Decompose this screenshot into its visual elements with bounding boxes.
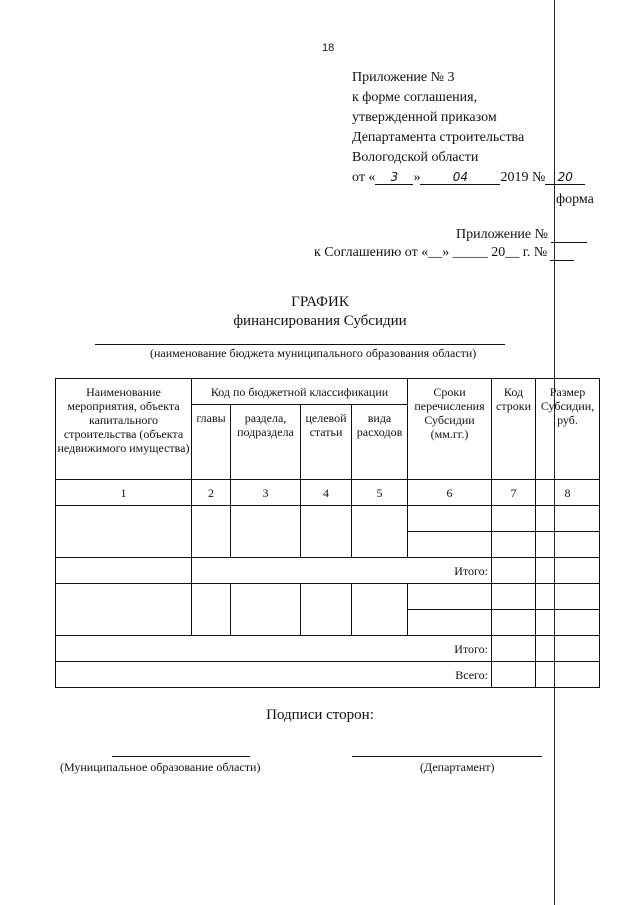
approval-line-2: к форме соглашения,: [352, 90, 478, 105]
table-cell: [536, 558, 600, 584]
table-cell: [56, 506, 192, 558]
col-num: 8: [536, 480, 600, 506]
table-cell: [536, 610, 600, 636]
signatures-title: Подписи сторон:: [266, 707, 374, 723]
table-cell: [536, 636, 600, 662]
table-cell: [408, 610, 492, 636]
table-cell: [352, 506, 408, 558]
header-expense: вида расходов: [352, 405, 408, 480]
document-title: ГРАФИК: [291, 294, 349, 310]
date-year: 2019 №: [500, 170, 546, 185]
approval-date-line: [352, 168, 585, 188]
table-cell: [408, 532, 492, 558]
date-month: 04: [420, 170, 500, 185]
total-row: [56, 662, 600, 688]
budget-name-line: [95, 344, 505, 345]
table-cell: [492, 584, 536, 610]
col-num: 3: [231, 480, 301, 506]
table-cell: [352, 584, 408, 636]
annex-line: [456, 227, 587, 243]
table-cell: [536, 532, 600, 558]
subtotal-label: Итого:: [192, 558, 492, 584]
approval-line-5: Вологодской области: [352, 150, 479, 165]
approval-block: [352, 68, 585, 188]
table-cell: [192, 506, 231, 558]
approval-line-4: Департамента строительства: [352, 130, 525, 145]
forma-label: форма: [556, 192, 594, 207]
table-cell: [408, 506, 492, 532]
table-cell: [492, 610, 536, 636]
col-num: 6: [408, 480, 492, 506]
financing-schedule-table: [55, 378, 600, 688]
table-cell: [492, 662, 536, 688]
table-cell: [408, 584, 492, 610]
subtotal-row: [56, 636, 600, 662]
annex-label: Приложение №: [456, 227, 548, 242]
date-day: 3: [375, 170, 413, 185]
subtotal-label: Итого:: [56, 636, 492, 662]
col-num: 7: [492, 480, 536, 506]
col-num: 5: [352, 480, 408, 506]
header-chapter: главы: [192, 405, 231, 480]
table-cell: [56, 558, 192, 584]
header-budget-code: Код по бюджетной классификации: [192, 379, 408, 405]
approval-line-3: утвержденной приказом: [352, 110, 497, 125]
header-event: Наименование мероприятия, объекта капитального строительства (объекта недвижимого имущества): [56, 379, 192, 480]
table-cell: [192, 584, 231, 636]
table-cell: [536, 662, 600, 688]
approval-line-1: Приложение № 3: [352, 70, 455, 85]
table-cell: [231, 506, 301, 558]
table-row: [56, 506, 600, 532]
budget-caption: (наименование бюджета муниципального образования области): [150, 346, 477, 360]
table-cell: [536, 506, 600, 532]
col-num: 1: [56, 480, 192, 506]
table-cell: [231, 584, 301, 636]
page-number: 18: [322, 42, 335, 54]
table-cell: [492, 506, 536, 532]
agreement-text: к Соглашению от «__» _____ 20__ г. №: [314, 245, 548, 260]
table-cell: [56, 584, 192, 636]
department-caption: (Департамент): [420, 760, 495, 774]
header-amount: Размер Субсидии, руб.: [536, 379, 600, 480]
date-number: 20: [545, 170, 585, 185]
total-label: Всего:: [56, 662, 492, 688]
header-row-code: Код строки: [492, 379, 536, 480]
municipality-signature-line: [112, 756, 250, 757]
header-terms: Сроки перечисления Субсидии (мм.гг.): [408, 379, 492, 480]
annex-number-blank: [551, 228, 587, 243]
date-mid: »: [413, 170, 421, 185]
table-cell: [492, 558, 536, 584]
col-num: 4: [301, 480, 352, 506]
table-cell: [492, 636, 536, 662]
table-cell: [301, 584, 352, 636]
header-section: раздела, подраздела: [231, 405, 301, 480]
table-cell: [536, 584, 600, 610]
agreement-line: [314, 245, 574, 261]
municipality-caption: (Муниципальное образование области): [60, 760, 261, 774]
subtotal-row: [56, 558, 600, 584]
date-prefix: от «: [352, 170, 376, 185]
header-target: целевой статьи: [301, 405, 352, 480]
document-subtitle: финансирования Субсидии: [233, 313, 407, 329]
agreement-number-blank: [550, 246, 574, 261]
department-signature-line: [352, 756, 542, 757]
table-cell: [492, 532, 536, 558]
table-row: [56, 584, 600, 610]
col-num: 2: [192, 480, 231, 506]
table-cell: [301, 506, 352, 558]
